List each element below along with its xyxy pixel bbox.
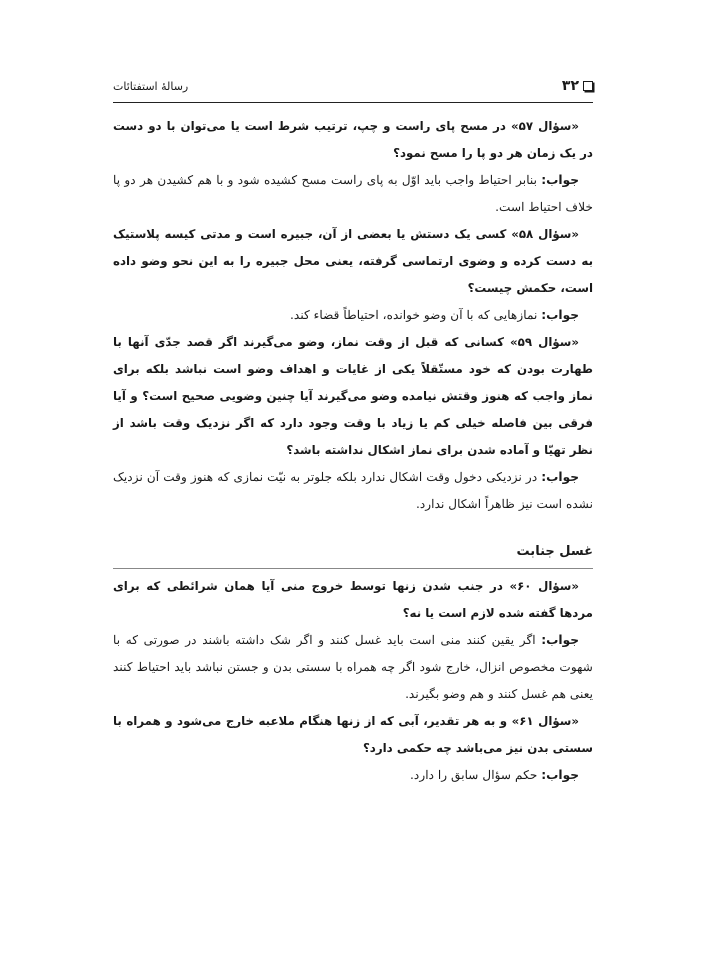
question-text: «سؤال ۵۷» در مسح پای راست و چپ، ترتیب شرط است یا می‌توان با دو دست در یک زمان هر دو پا را مسح نمود؟ (113, 119, 593, 160)
answer-label: جواب: (541, 470, 579, 484)
answer-paragraph-58 (113, 302, 593, 329)
question-text: «سؤال ۶۱» و به هر تقدیر، آبی که از زنها هنگام ملاعبه خارج می‌شود و همراه با سستی بدن نیز می‌باشد چه حکمی دارد؟ (113, 714, 593, 755)
question-text: «سؤال ۵۹» کسانی که قبل از وقت نماز، وضو می‌گیرند اگر قصد جدّی آنها با طهارت بودن که خود مستّقلاً یکی از غایات و اهداف وضو است نباشد بلکه برای نماز واجب که هنوز وقتش نیامده وضو می‌گیرند آیا چنین وضویی صحیح است؟ و آیا فرقی بین فاصله خیلی کم یا زیاد با وقت وجود دارد که اگر نزدیک وقت باشد از نظر تهیّا و آماده شدن برای نماز اشکال نداشته باشد؟ (113, 335, 593, 457)
section-heading: غسل جنابت (516, 544, 593, 559)
page-number-block (562, 78, 593, 94)
answer-label: جواب: (541, 633, 579, 647)
answer-label: جواب: (541, 173, 579, 187)
answer-text: نمازهایی که با آن وضو خوانده، احتیاطاً قضاء کند. (290, 308, 542, 322)
page-number: ۳۲ (561, 78, 579, 94)
answer-paragraph-59 (113, 464, 593, 518)
answer-label: جواب: (541, 308, 579, 322)
answer-text: بنابر احتیاط واجب باید اوّل به پای راست مسح کشیده شود و با هم کشیدن هر دو پا خلاف احتیاط است. (113, 173, 593, 214)
question-paragraph-60 (113, 573, 593, 627)
answer-paragraph-60 (113, 627, 593, 708)
question-paragraph-61 (113, 708, 593, 762)
answer-paragraph-61 (113, 762, 593, 789)
question-text: «سؤال ۵۸» کسی یک دستش یا بعضی از آن، جبیره است و مدتی کیسه پلاستیک به دست کرده و وضوی ارتماسی گرفته، یعنی محل جبیره را به این نحو وضو داده است، حکمش چیست؟ (113, 227, 593, 295)
page-header (113, 76, 593, 102)
running-title: رسالهٔ استفتائات (113, 80, 189, 93)
answer-text: در نزدیکی دخول وقت اشکال ندارد بلکه جلوتر به نیّت نمازی که هنوز وقت آن نزدیک نشده است نیز ظاهراً اشکال ندارد. (113, 470, 593, 511)
answer-paragraph-57 (113, 167, 593, 221)
question-text: «سؤال ۶۰» در جنب شدن زنها توسط خروج منی آیا همان شرائطی که برای مردها گفته شده لازم است یا نه؟ (113, 579, 593, 620)
answer-label: جواب: (541, 768, 579, 782)
question-paragraph-57 (113, 113, 593, 167)
section-divider (113, 568, 593, 569)
question-paragraph-59 (113, 329, 593, 464)
question-paragraph-58 (113, 221, 593, 302)
answer-text: اگر یقین کنند منی است باید غسل کنند و اگر شک داشته باشند در صورتی که با شهوت مخصوص انزال، خارج شود اگر چه همراه با سستی بدن و جستن نباشد باید احتیاط کنند یعنی هم غسل کنند و هم وضو بگیرند. (113, 633, 593, 701)
header-divider (113, 102, 593, 103)
answer-text: حکم سؤال سابق را دارد. (410, 768, 542, 782)
square-marker-icon (583, 81, 593, 91)
page-body (113, 113, 593, 789)
